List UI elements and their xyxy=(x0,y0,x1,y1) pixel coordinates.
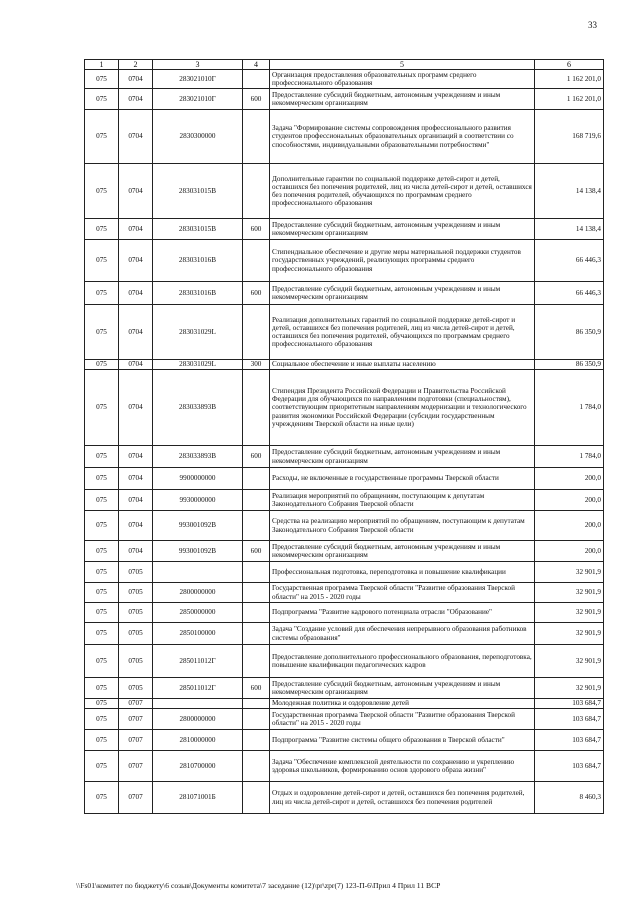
table-row xyxy=(85,70,604,89)
table-row xyxy=(85,164,604,219)
budget-table xyxy=(84,59,604,814)
cell-expense-type: 600 xyxy=(243,541,270,562)
cell-description: Предоставление субсидий бюджетным, автономным учреждениям и иным некоммерческим организациям xyxy=(270,541,535,562)
cell-target-article: 283031029L xyxy=(153,360,243,370)
cell-amount: 103 684,7 xyxy=(535,709,604,730)
cell-section-code: 0704 xyxy=(119,446,153,468)
file-path-footer: \\Fs01\комитет по бюджету\6 созыв\Документы комитета\7 заседание (12)\pr\zpr(7) 123-П-6\Прил 4 Прил 11 ВСР xyxy=(76,881,441,890)
cell-amount: 200,0 xyxy=(535,468,604,490)
column-header: 1 xyxy=(85,60,119,70)
cell-expense-type xyxy=(243,468,270,490)
cell-amount: 86 350,9 xyxy=(535,360,604,370)
cell-admin-code: 075 xyxy=(85,360,119,370)
cell-admin-code: 075 xyxy=(85,678,119,699)
cell-target-article: 9930000000 xyxy=(153,490,243,511)
cell-target-article: 283031016В xyxy=(153,282,243,305)
table-row xyxy=(85,709,604,730)
cell-description: Расходы, не включенные в государственные программы Тверской области xyxy=(270,468,535,490)
cell-target-article: 2850100000 xyxy=(153,623,243,645)
cell-description: Подпрограмма "Развитие системы общего образования в Тверской области" xyxy=(270,730,535,751)
cell-admin-code: 075 xyxy=(85,219,119,240)
cell-admin-code: 075 xyxy=(85,583,119,603)
cell-amount: 86 350,9 xyxy=(535,305,604,360)
cell-section-code: 0707 xyxy=(119,751,153,782)
table-row xyxy=(85,511,604,541)
cell-expense-type xyxy=(243,562,270,583)
cell-target-article xyxy=(153,562,243,583)
cell-amount: 103 684,7 xyxy=(535,730,604,751)
table-row xyxy=(85,305,604,360)
table-row xyxy=(85,730,604,751)
cell-description: Дополнительные гарантии по социальной поддержке детей-сирот и детей, оставшихся без попечения родителей, лиц из числа детей-сирот и детей, оставшихся без попечения родителей, обучающихся по программам среднего профессионального образования xyxy=(270,164,535,219)
table-header-row xyxy=(85,60,604,70)
column-header: 3 xyxy=(153,60,243,70)
cell-admin-code: 075 xyxy=(85,541,119,562)
table-body xyxy=(85,70,604,814)
cell-description: Предоставление дополнительного профессионального образования, переподготовка, повышение квалификации педагогических кадров xyxy=(270,645,535,678)
cell-section-code: 0705 xyxy=(119,645,153,678)
table-row xyxy=(85,603,604,623)
cell-target-article: 2800000000 xyxy=(153,709,243,730)
cell-admin-code: 075 xyxy=(85,730,119,751)
cell-section-code: 0704 xyxy=(119,219,153,240)
column-header: 4 xyxy=(243,60,270,70)
cell-target-article: 283031015В xyxy=(153,164,243,219)
cell-target-article: 281071001Б xyxy=(153,782,243,814)
cell-amount: 32 901,9 xyxy=(535,623,604,645)
cell-target-article: 285011012Г xyxy=(153,678,243,699)
cell-admin-code: 075 xyxy=(85,603,119,623)
cell-expense-type xyxy=(243,164,270,219)
cell-section-code: 0704 xyxy=(119,541,153,562)
table-row xyxy=(85,583,604,603)
cell-amount: 8 460,3 xyxy=(535,782,604,814)
cell-section-code: 0705 xyxy=(119,583,153,603)
cell-description: Стипендия Президента Российской Федерации и Правительства Российской Федерации для обучающихся по направлениям подготовки (специальностям), соответствующим приоритетным направлениям модернизации и технологического развития экономики Российской Федерации (субсидии государственным учреждениям Тверской области на иные цели) xyxy=(270,370,535,446)
cell-admin-code: 075 xyxy=(85,511,119,541)
cell-admin-code: 075 xyxy=(85,305,119,360)
cell-section-code: 0704 xyxy=(119,240,153,282)
cell-section-code: 0704 xyxy=(119,511,153,541)
cell-expense-type xyxy=(243,583,270,603)
cell-description: Реализация мероприятий по обращениям, поступающим к депутатам Законодательного Собрания Тверской области xyxy=(270,490,535,511)
column-header: 2 xyxy=(119,60,153,70)
cell-section-code: 0707 xyxy=(119,782,153,814)
cell-expense-type: 600 xyxy=(243,446,270,468)
cell-target-article: 283031029L xyxy=(153,305,243,360)
cell-section-code: 0705 xyxy=(119,678,153,699)
cell-amount: 14 138,4 xyxy=(535,219,604,240)
cell-expense-type xyxy=(243,370,270,446)
table-row xyxy=(85,282,604,305)
cell-admin-code: 075 xyxy=(85,240,119,282)
cell-target-article: 2810700000 xyxy=(153,751,243,782)
cell-target-article: 285011012Г xyxy=(153,645,243,678)
cell-admin-code: 075 xyxy=(85,709,119,730)
cell-expense-type xyxy=(243,511,270,541)
cell-target-article: 283031016В xyxy=(153,240,243,282)
cell-amount: 200,0 xyxy=(535,490,604,511)
cell-expense-type xyxy=(243,110,270,164)
cell-description: Организация предоставления образовательных программ среднего профессионального образования xyxy=(270,70,535,89)
cell-expense-type xyxy=(243,603,270,623)
cell-admin-code: 075 xyxy=(85,164,119,219)
table-row xyxy=(85,490,604,511)
cell-admin-code: 075 xyxy=(85,446,119,468)
cell-section-code: 0704 xyxy=(119,370,153,446)
cell-description: Предоставление субсидий бюджетным, автономным учреждениям и иным некоммерческим организациям xyxy=(270,219,535,240)
cell-admin-code: 075 xyxy=(85,699,119,709)
page-number: 33 xyxy=(588,20,597,30)
table-row xyxy=(85,623,604,645)
table-row xyxy=(85,110,604,164)
cell-description: Молодежная политика и оздоровление детей xyxy=(270,699,535,709)
table-row xyxy=(85,219,604,240)
cell-admin-code: 075 xyxy=(85,623,119,645)
cell-amount: 103 684,7 xyxy=(535,751,604,782)
cell-amount: 168 719,6 xyxy=(535,110,604,164)
cell-amount: 1 784,0 xyxy=(535,370,604,446)
cell-description: Государственная программа Тверской области "Развитие образования Тверской области" на 2015 - 2020 годы xyxy=(270,583,535,603)
cell-expense-type: 600 xyxy=(243,282,270,305)
cell-description: Реализация дополнительных гарантий по социальной поддержке детей-сирот и детей, оставшихся без попечения родителей, лиц из числа детей-сирот и детей, оставшихся без попечения родителей, обучающихся по программам среднего профессионального образования xyxy=(270,305,535,360)
cell-description: Предоставление субсидий бюджетным, автономным учреждениям и иным некоммерческим организациям xyxy=(270,678,535,699)
cell-admin-code: 075 xyxy=(85,70,119,89)
cell-amount: 66 446,3 xyxy=(535,282,604,305)
cell-expense-type: 300 xyxy=(243,360,270,370)
cell-admin-code: 075 xyxy=(85,468,119,490)
cell-description: Подпрограмма "Развитие кадрового потенциала отрасли "Образование" xyxy=(270,603,535,623)
cell-target-article: 993001092В xyxy=(153,511,243,541)
cell-amount: 32 901,9 xyxy=(535,562,604,583)
cell-admin-code: 075 xyxy=(85,751,119,782)
cell-section-code: 0704 xyxy=(119,70,153,89)
cell-admin-code: 075 xyxy=(85,645,119,678)
cell-admin-code: 075 xyxy=(85,370,119,446)
cell-target-article: 2830300000 xyxy=(153,110,243,164)
cell-amount: 200,0 xyxy=(535,511,604,541)
cell-section-code: 0704 xyxy=(119,360,153,370)
cell-description: Отдых и оздоровление детей-сирот и детей, оставшихся без попечения родителей, лиц из числа детей-сирот и детей, оставшихся без попечения родителей xyxy=(270,782,535,814)
cell-description: Задача "Обеспечение комплексной деятельности по сохранению и укреплению здоровья школьников, формированию основ здорового образа жизни" xyxy=(270,751,535,782)
cell-target-article: 2800000000 xyxy=(153,583,243,603)
cell-description: Государственная программа Тверской области "Развитие образования Тверской области" на 2015 - 2020 годы xyxy=(270,709,535,730)
table-row xyxy=(85,751,604,782)
table-row xyxy=(85,541,604,562)
cell-section-code: 0704 xyxy=(119,305,153,360)
column-header: 5 xyxy=(270,60,535,70)
cell-amount: 103 684,7 xyxy=(535,699,604,709)
table-row xyxy=(85,446,604,468)
table-row xyxy=(85,468,604,490)
cell-description: Предоставление субсидий бюджетным, автономным учреждениям и иным некоммерческим организациям xyxy=(270,282,535,305)
cell-expense-type: 600 xyxy=(243,219,270,240)
table-row xyxy=(85,370,604,446)
cell-section-code: 0707 xyxy=(119,730,153,751)
cell-description: Предоставление субсидий бюджетным, автономным учреждениям и иным некоммерческим организациям xyxy=(270,89,535,110)
cell-section-code: 0704 xyxy=(119,468,153,490)
cell-amount: 32 901,9 xyxy=(535,583,604,603)
cell-section-code: 0705 xyxy=(119,562,153,583)
cell-expense-type xyxy=(243,730,270,751)
cell-admin-code: 075 xyxy=(85,562,119,583)
cell-expense-type xyxy=(243,305,270,360)
cell-admin-code: 075 xyxy=(85,490,119,511)
cell-target-article: 283033893В xyxy=(153,370,243,446)
cell-admin-code: 075 xyxy=(85,282,119,305)
cell-description: Задача "Создание условий для обеспечения непрерывного образования работников системы образования" xyxy=(270,623,535,645)
cell-target-article: 2850000000 xyxy=(153,603,243,623)
cell-section-code: 0705 xyxy=(119,623,153,645)
cell-amount: 1 784,0 xyxy=(535,446,604,468)
table-row xyxy=(85,89,604,110)
cell-target-article: 993001092В xyxy=(153,541,243,562)
table-row xyxy=(85,645,604,678)
cell-section-code: 0707 xyxy=(119,709,153,730)
table-row xyxy=(85,699,604,709)
cell-description: Средства на реализацию мероприятий по обращениям, поступающим к депутатам Законодательного Собрания Тверской области xyxy=(270,511,535,541)
cell-section-code: 0704 xyxy=(119,282,153,305)
table-row xyxy=(85,240,604,282)
cell-section-code: 0704 xyxy=(119,164,153,219)
cell-expense-type: 600 xyxy=(243,89,270,110)
cell-section-code: 0707 xyxy=(119,699,153,709)
cell-amount: 32 901,9 xyxy=(535,645,604,678)
cell-section-code: 0705 xyxy=(119,603,153,623)
cell-amount: 1 162 201,0 xyxy=(535,89,604,110)
cell-amount: 14 138,4 xyxy=(535,164,604,219)
cell-amount: 32 901,9 xyxy=(535,603,604,623)
cell-expense-type: 600 xyxy=(243,678,270,699)
cell-target-article: 2810000000 xyxy=(153,730,243,751)
cell-target-article: 283021010Г xyxy=(153,70,243,89)
column-header: 6 xyxy=(535,60,604,70)
cell-section-code: 0704 xyxy=(119,110,153,164)
cell-section-code: 0704 xyxy=(119,89,153,110)
cell-expense-type xyxy=(243,623,270,645)
cell-description: Задача "Формирование системы сопровождения профессионального развития студентов профессиональных образовательных организаций в соответствии со способностями, индивидуальными образовательными потребностями" xyxy=(270,110,535,164)
cell-description: Социальное обеспечение и иные выплаты населению xyxy=(270,360,535,370)
cell-amount: 200,0 xyxy=(535,541,604,562)
cell-expense-type xyxy=(243,240,270,282)
cell-admin-code: 075 xyxy=(85,89,119,110)
cell-description: Профессиональная подготовка, переподготовка и повышение квалификации xyxy=(270,562,535,583)
table-row xyxy=(85,678,604,699)
table-row xyxy=(85,782,604,814)
cell-expense-type xyxy=(243,645,270,678)
cell-admin-code: 075 xyxy=(85,110,119,164)
cell-expense-type xyxy=(243,699,270,709)
table-row xyxy=(85,562,604,583)
cell-expense-type xyxy=(243,709,270,730)
cell-expense-type xyxy=(243,70,270,89)
cell-description: Предоставление субсидий бюджетным, автономным учреждениям и иным некоммерческим организациям xyxy=(270,446,535,468)
cell-target-article: 283031015В xyxy=(153,219,243,240)
cell-amount: 66 446,3 xyxy=(535,240,604,282)
table-row xyxy=(85,360,604,370)
cell-target-article xyxy=(153,699,243,709)
cell-amount: 1 162 201,0 xyxy=(535,70,604,89)
cell-amount: 32 901,9 xyxy=(535,678,604,699)
cell-expense-type xyxy=(243,751,270,782)
cell-target-article: 9900000000 xyxy=(153,468,243,490)
cell-expense-type xyxy=(243,490,270,511)
cell-expense-type xyxy=(243,782,270,814)
cell-admin-code: 075 xyxy=(85,782,119,814)
cell-target-article: 283033893В xyxy=(153,446,243,468)
cell-target-article: 283021010Г xyxy=(153,89,243,110)
cell-description: Стипендиальное обеспечение и другие меры материальной поддержки студентов государственных учреждений, реализующих программы среднего профессионального образования xyxy=(270,240,535,282)
cell-section-code: 0704 xyxy=(119,490,153,511)
